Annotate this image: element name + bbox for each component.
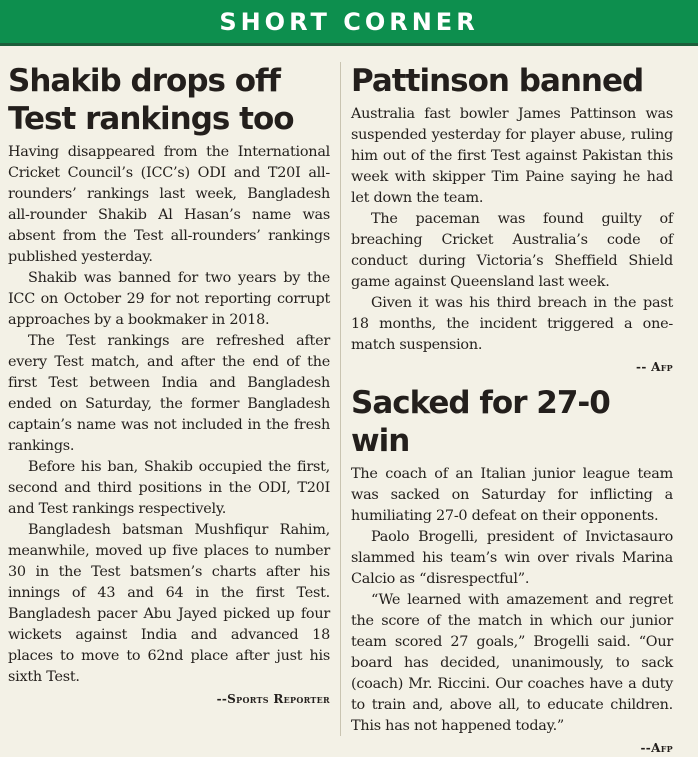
article-credit: -- Afp: [636, 360, 673, 374]
article-paragraph: Before his ban, Shakib occupied the first, second and third positions in the ODI, T20I and Test rankings respectively.: [8, 459, 330, 517]
section-banner: [0, 0, 698, 46]
article-paragraph: Given it was his third breach in the past 18 months, the incident triggered a one-match suspension.: [351, 295, 673, 353]
article-sacked: [351, 384, 673, 757]
article-headline: Shakib drops off Test rankings too: [8, 63, 294, 137]
article-credit: --Sports Reporter: [216, 692, 330, 706]
section-title: SHORT CORNER: [219, 8, 479, 36]
article-paragraph: Bangladesh batsman Mushfiqur Rahim, meanwhile, moved up five places to number 30 in the Test batsmen’s charts after his innings of 43 and 64 in the first Test. Bangladesh pacer Abu Jayed picked up four wickets against India and advanced 18 places to move to 62nd place after just his sixth Test.: [8, 522, 330, 685]
article-paragraph: Shakib was banned for two years by the ICC on October 29 for not reporting corrupt approaches by a bookmaker in 2018.: [8, 270, 330, 328]
article-credit: --Afp: [640, 741, 673, 755]
article-headline: Pattinson banned: [351, 63, 644, 99]
right-column: [351, 62, 673, 757]
article-headline: Sacked for 27-0 win: [351, 385, 610, 459]
article-paragraph: The paceman was found guilty of breaching Cricket Australia’s code of conduct during Victoria’s Sheffield Shield game against Queensland last week.: [351, 211, 673, 290]
article-paragraph: Australia fast bowler James Pattinson was suspended yesterday for player abuse, ruling him out of the first Test against Pakistan this week with skipper Tim Paine saying he had let down the team.: [351, 106, 673, 206]
article-paragraph: The Test rankings are refreshed after every Test match, and after the end of the first Test between India and Bangladesh ended on Saturday, the former Bangladesh captain’s name was not included in the fresh rankings.: [8, 333, 330, 454]
article-paragraph: Having disappeared from the International Cricket Council’s (ICC’s) ODI and T20I all-rounders’ rankings last week, Bangladesh all-rounder Shakib Al Hasan’s name was absent from the Test all-rounders’ rankings published yesterday.: [8, 144, 330, 265]
article-paragraph: “We learned with amazement and regret the score of the match in which our junior team scored 27 goals,” Brogelli said. “Our board has decided, unanimously, to sack (coach) Mr. Riccini. Our coaches have a duty to train and, above all, to educate children. This has not happened today.”: [351, 592, 673, 734]
column-divider: [340, 62, 341, 736]
article-shakib: [8, 62, 330, 708]
article-paragraph: The coach of an Italian junior league team was sacked on Saturday for inflicting a humiliating 27-0 defeat on their opponents.: [351, 466, 673, 524]
article-pattinson: [351, 62, 673, 376]
article-paragraph: Paolo Brogelli, president of Invictasauro slammed his team’s win over rivals Marina Calcio as “disrespectful”.: [351, 529, 673, 587]
